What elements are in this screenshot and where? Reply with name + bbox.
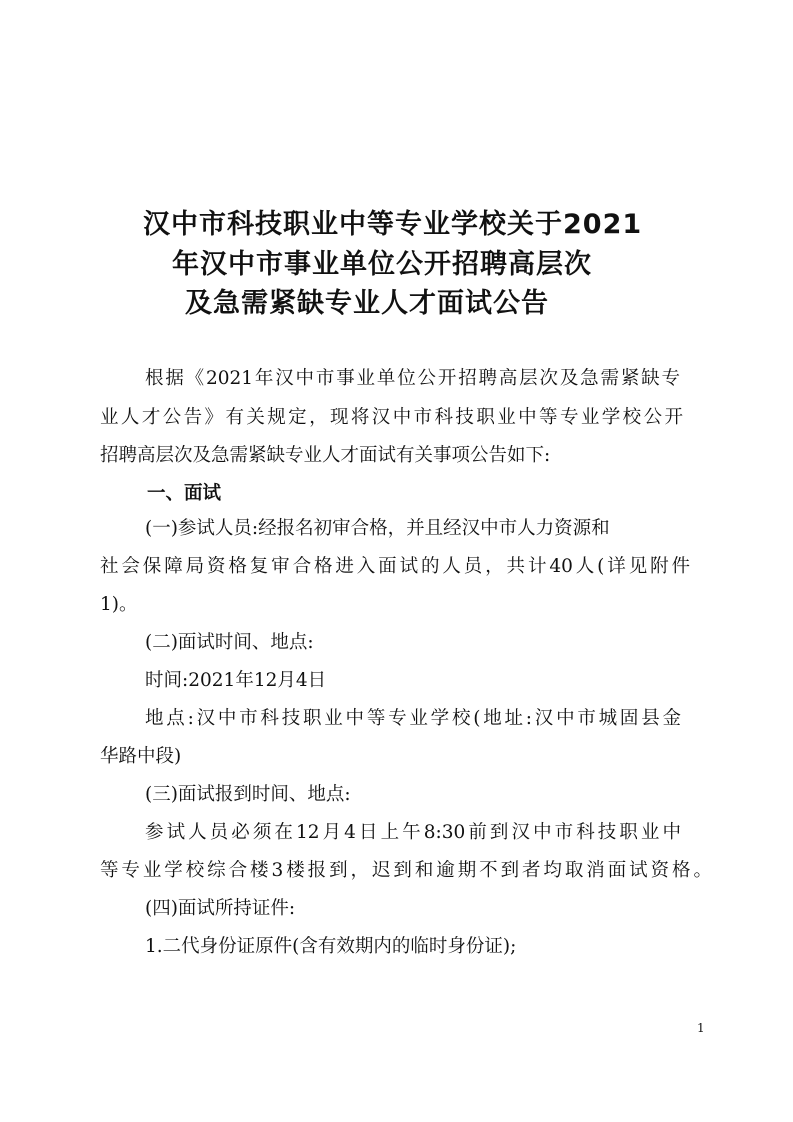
documents-heading: (四)面试所持证件: [145, 898, 296, 919]
page-number: 1 [697, 1021, 705, 1035]
interview-time: 时间:2021年12月4日 [145, 670, 327, 691]
participants-line-2: 社会保障局资格复审合格进入面试的人员，共计40人(详见附件 [100, 556, 690, 577]
place-line-2: 华路中段) [100, 746, 182, 767]
title-line-3: 及急需紧缺专业人才面试公告 [185, 288, 549, 319]
time-place-heading: (二)面试时间、地点: [145, 632, 314, 653]
intro-line-1: 根据《2021年汉中市事业单位公开招聘高层次及急需紧缺专 [145, 368, 680, 389]
participants-line-3: 1)。 [100, 594, 138, 615]
place-line-1: 地点:汉中市科技职业中等专业学校(地址:汉中市城固县金 [145, 708, 681, 729]
checkin-line-2: 等专业学校综合楼3楼报到，迟到和逾期不到者均取消面试资格。 [100, 860, 712, 881]
title-line-1: 汉中市科技职业中等专业学校关于2021 [143, 209, 643, 240]
section-heading-interview: 一、面试 [147, 483, 222, 504]
participants-line-1: (一)参试人员:经报名初审合格，并且经汉中市人力资源和 [145, 518, 610, 539]
checkin-line-1: 参试人员必须在12月4日上午8:30前到汉中市科技职业中 [145, 822, 681, 843]
checkin-heading: (三)面试报到时间、地点: [145, 784, 351, 805]
intro-line-3: 招聘高层次及急需紧缺专业人才面试有关事项公告如下: [100, 445, 551, 466]
title-line-2: 年汉中市事业单位公开招聘高层次 [172, 249, 592, 280]
documents-item-1: 1.二代身份证原件(含有效期内的临时身份证); [145, 936, 517, 957]
intro-line-2: 业人才公告》有关规定，现将汉中市科技职业中等专业学校公开 [100, 407, 683, 428]
